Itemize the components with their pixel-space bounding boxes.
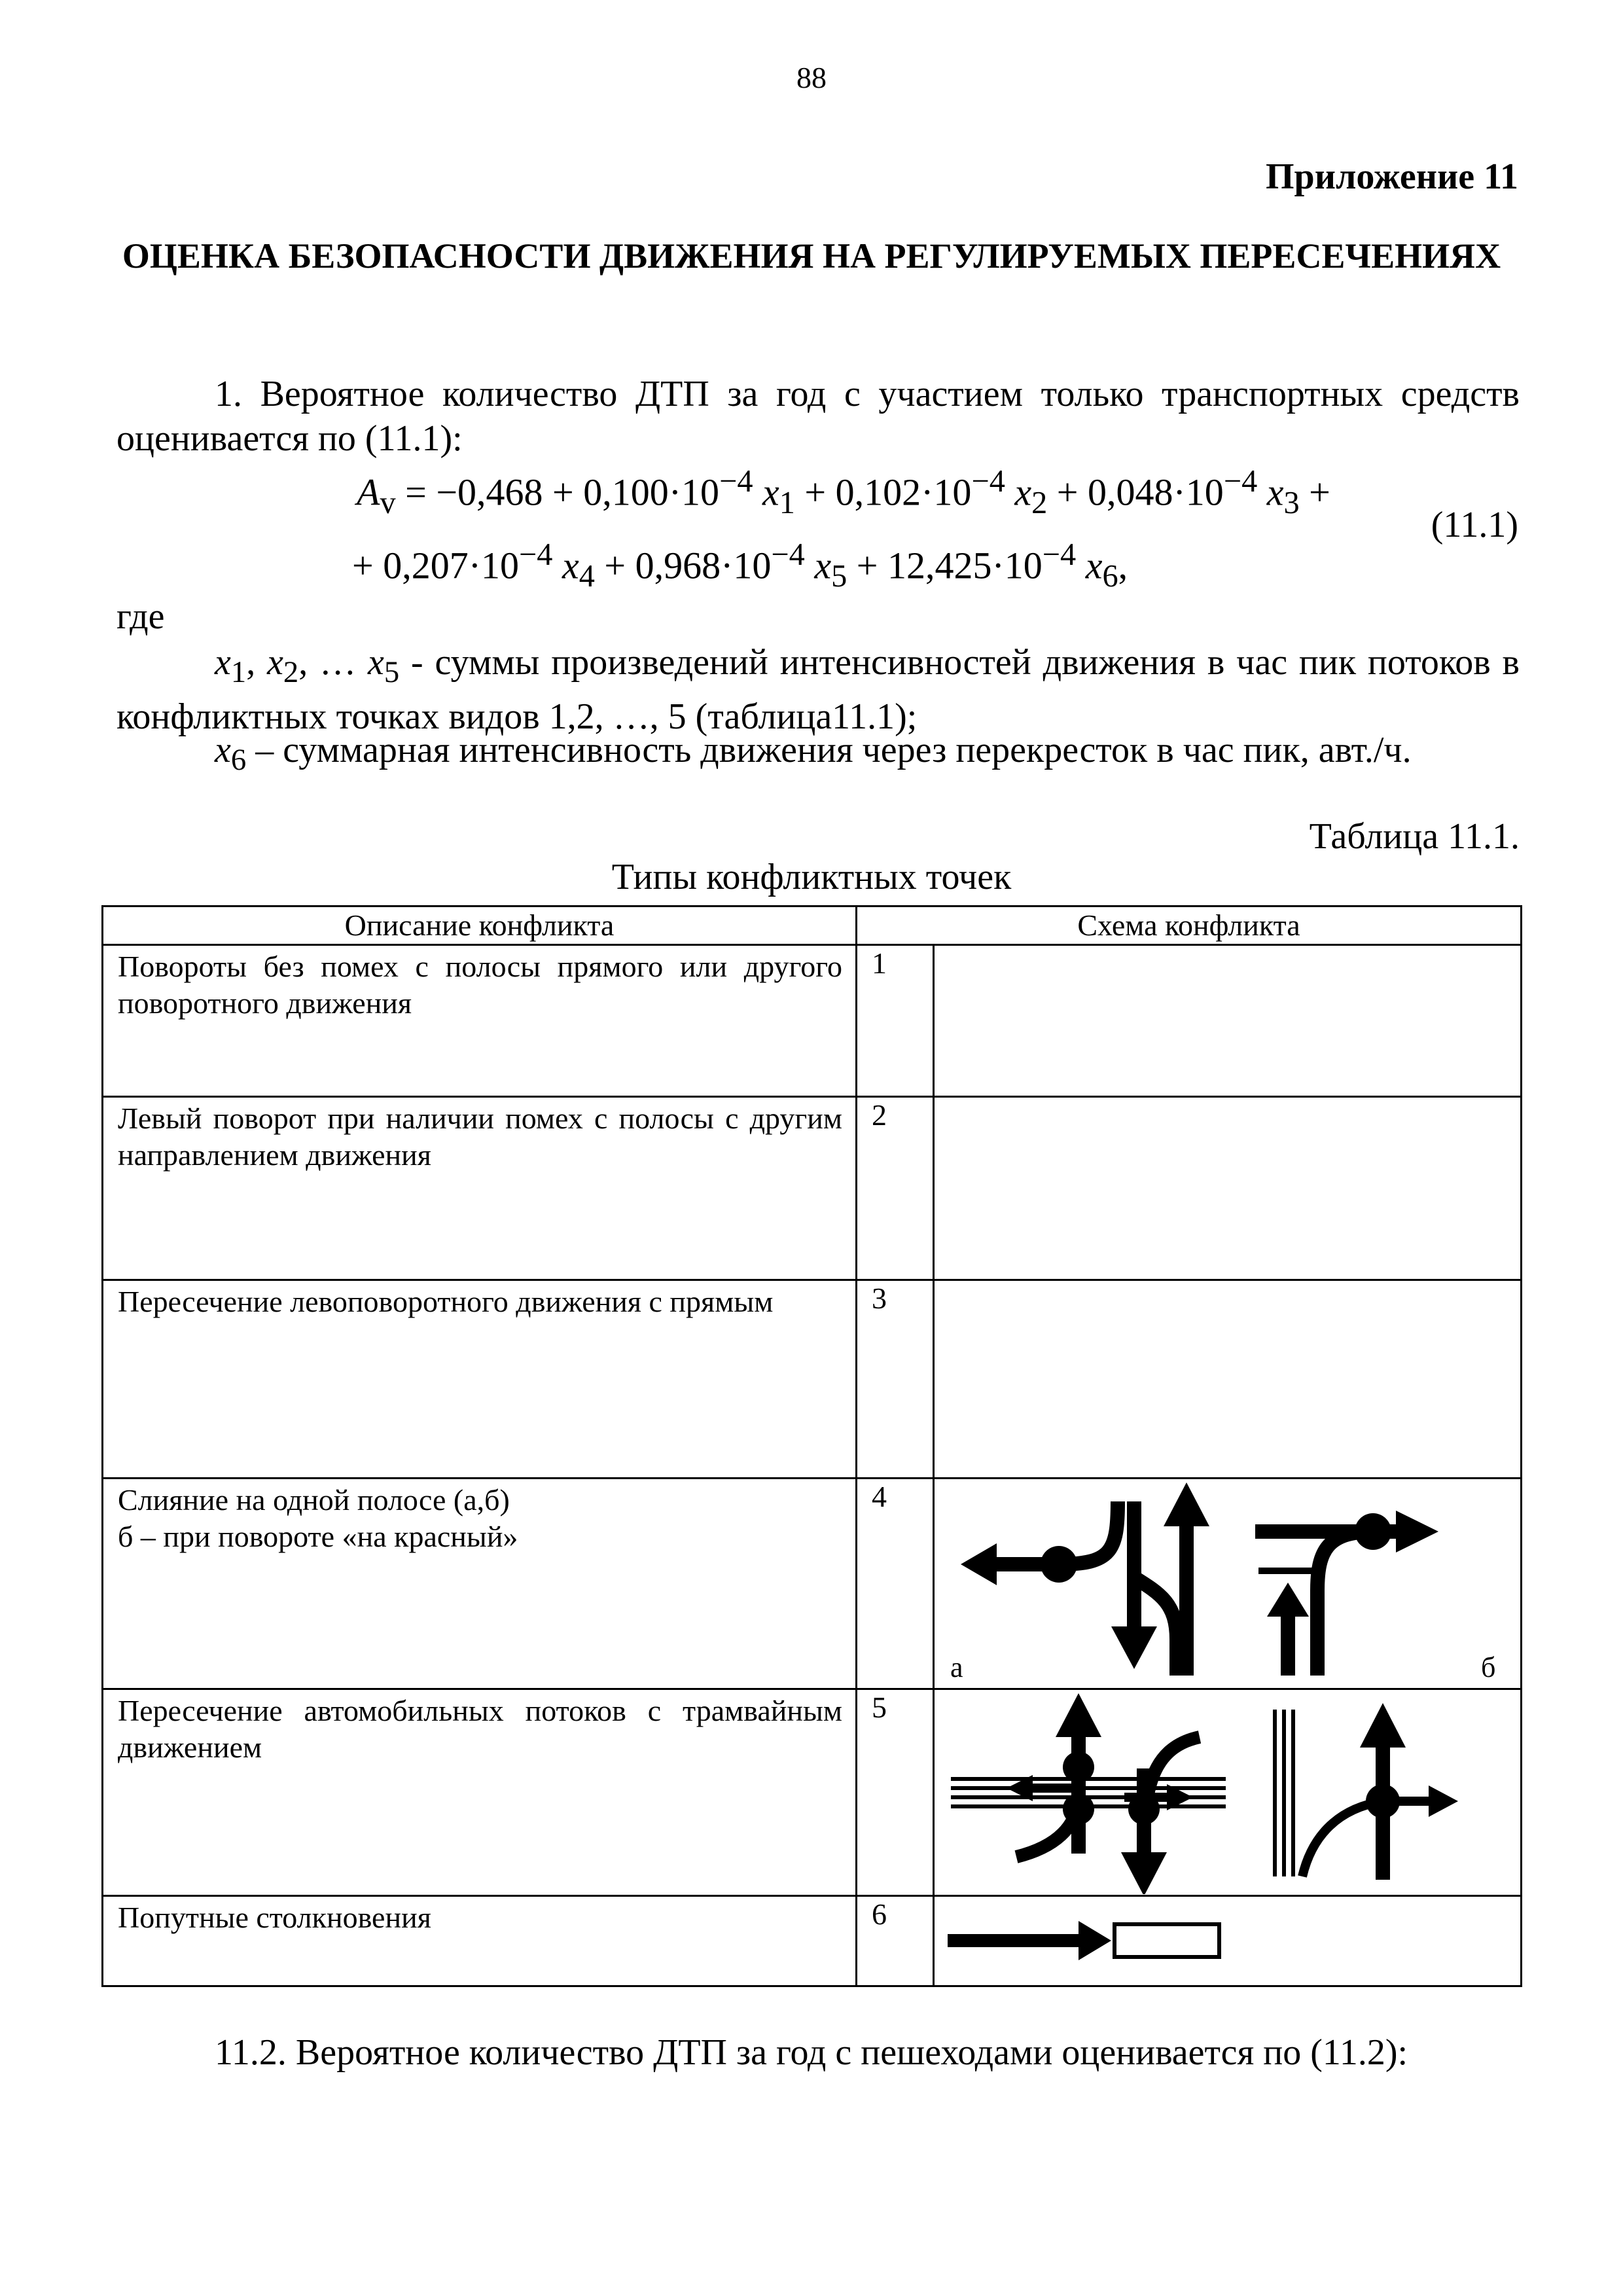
- arrow-up-icon: [1267, 1583, 1309, 1617]
- equation-line-1: $A_v = -0,468 + 0,100\cdot 10^{-4}$ $x_1 + 0,102\cdot 10^{-4}$ $x_2 + 0,048\cdot 10^{-4}$ $x_3$ +: [357, 464, 1330, 520]
- row-number: 6: [857, 1896, 934, 1986]
- row-number: 1: [857, 945, 934, 1097]
- rear-end-diagram: [935, 1897, 1520, 1984]
- table-row: [103, 945, 1522, 1097]
- stop-line: [1258, 1568, 1317, 1574]
- arrow-up-icon: [1164, 1482, 1209, 1526]
- scheme-empty: [934, 1280, 1522, 1479]
- scheme-tram: [934, 1689, 1522, 1896]
- where-label: где: [116, 596, 165, 637]
- row-number: 2: [857, 1097, 934, 1280]
- x6-definition: $x_6$ – суммарная интенсивность движения через перекресток в час пик, авт./ч.: [215, 730, 1412, 778]
- intro-paragraph: 1. Вероятное количество ДТП за год с участием только транспортных средств оценивается по (11.1):: [116, 374, 1520, 459]
- conflict-point-icon: [1063, 1751, 1094, 1783]
- scheme-rear-end: [934, 1896, 1522, 1986]
- row-description: Повороты без помех с полосы прямого или другого поворотного движения: [118, 950, 842, 1020]
- row-number: 5: [857, 1689, 934, 1896]
- scheme-label-b: б: [1481, 1651, 1496, 1683]
- row-description-2: б – при повороте «на красный»: [118, 1520, 518, 1553]
- row-description: Пересечение левоповоротного движения с прямым: [118, 1285, 774, 1318]
- x-definition: $x_1$, $x_2$, … $x_5$ - суммы произведений интенсивностей движения в час пик потоков в конфликтных точках видов 1,2, …, 5 (таблица11.1);: [116, 642, 1520, 738]
- equation-line-2: + $0,207\cdot 10^{-4}$ $x_4 + 0,968\cdot 10^{-4}$ $x_5 + 12,425\cdot 10^{-4}$ $x_6$,: [352, 537, 1128, 594]
- conflict-point-icon: [1063, 1793, 1094, 1825]
- scheme-empty: [934, 945, 1522, 1097]
- table-label: Таблица 11.1.: [1309, 816, 1520, 857]
- equation-number: (11.1): [1431, 505, 1518, 545]
- page-number: 88: [796, 61, 827, 94]
- row-description: Слияние на одной полосе (а,б): [118, 1483, 510, 1516]
- table-row: [103, 1689, 1522, 1896]
- appendix-label: Приложение 11: [1265, 156, 1518, 197]
- row-description: Попутные столкновения: [118, 1901, 431, 1934]
- table-row: [103, 1097, 1522, 1280]
- conflict-table: [101, 905, 1522, 1987]
- footer-paragraph: 11.2. Вероятное количество ДТП за год с пешеходами оценивается по (11.2):: [215, 2032, 1408, 2073]
- vehicle-rect: [1115, 1924, 1219, 1957]
- table-header-row: [103, 906, 1522, 945]
- conflict-point-icon: [1041, 1546, 1077, 1583]
- conflict-point-icon: [1128, 1793, 1160, 1825]
- row-description: Пересечение автомобильных потоков с трамвайным движением: [118, 1694, 842, 1764]
- document-title: ОЦЕНКА БЕЗОПАСНОСТИ ДВИЖЕНИЯ НА РЕГУЛИРУЕМЫХ ПЕРЕСЕЧЕНИЯХ: [122, 236, 1501, 276]
- merging-diagram: [935, 1479, 1520, 1687]
- table-row: [103, 1896, 1522, 1986]
- arrow-down-icon: [1111, 1626, 1157, 1669]
- scheme-empty: [934, 1097, 1522, 1280]
- row-number: 4: [857, 1479, 934, 1689]
- table-row: [103, 1280, 1522, 1479]
- header-scheme: Схема конфликта: [857, 906, 1522, 945]
- conflict-point-icon: [1366, 1784, 1400, 1818]
- table-title: Типы конфликтных точек: [611, 857, 1012, 897]
- scheme-label-a: а: [950, 1651, 963, 1683]
- arrow-left-icon: [961, 1543, 997, 1585]
- arrow-up-icon: [1056, 1693, 1101, 1737]
- arrow-down-icon: [1121, 1852, 1167, 1894]
- scheme-merging: [934, 1479, 1522, 1689]
- table-row: [103, 1479, 1522, 1689]
- arrow-up-icon: [1360, 1703, 1406, 1748]
- arrow-right-icon: [1079, 1921, 1111, 1960]
- row-number: 3: [857, 1280, 934, 1479]
- header-description: Описание конфликта: [103, 906, 857, 945]
- arrow-right-icon: [1429, 1785, 1458, 1817]
- tram-diagram: [935, 1690, 1520, 1894]
- arrow-right-icon: [1396, 1511, 1438, 1552]
- row-description: Левый поворот при наличии помех с полосы с другим направлением движения: [118, 1102, 842, 1172]
